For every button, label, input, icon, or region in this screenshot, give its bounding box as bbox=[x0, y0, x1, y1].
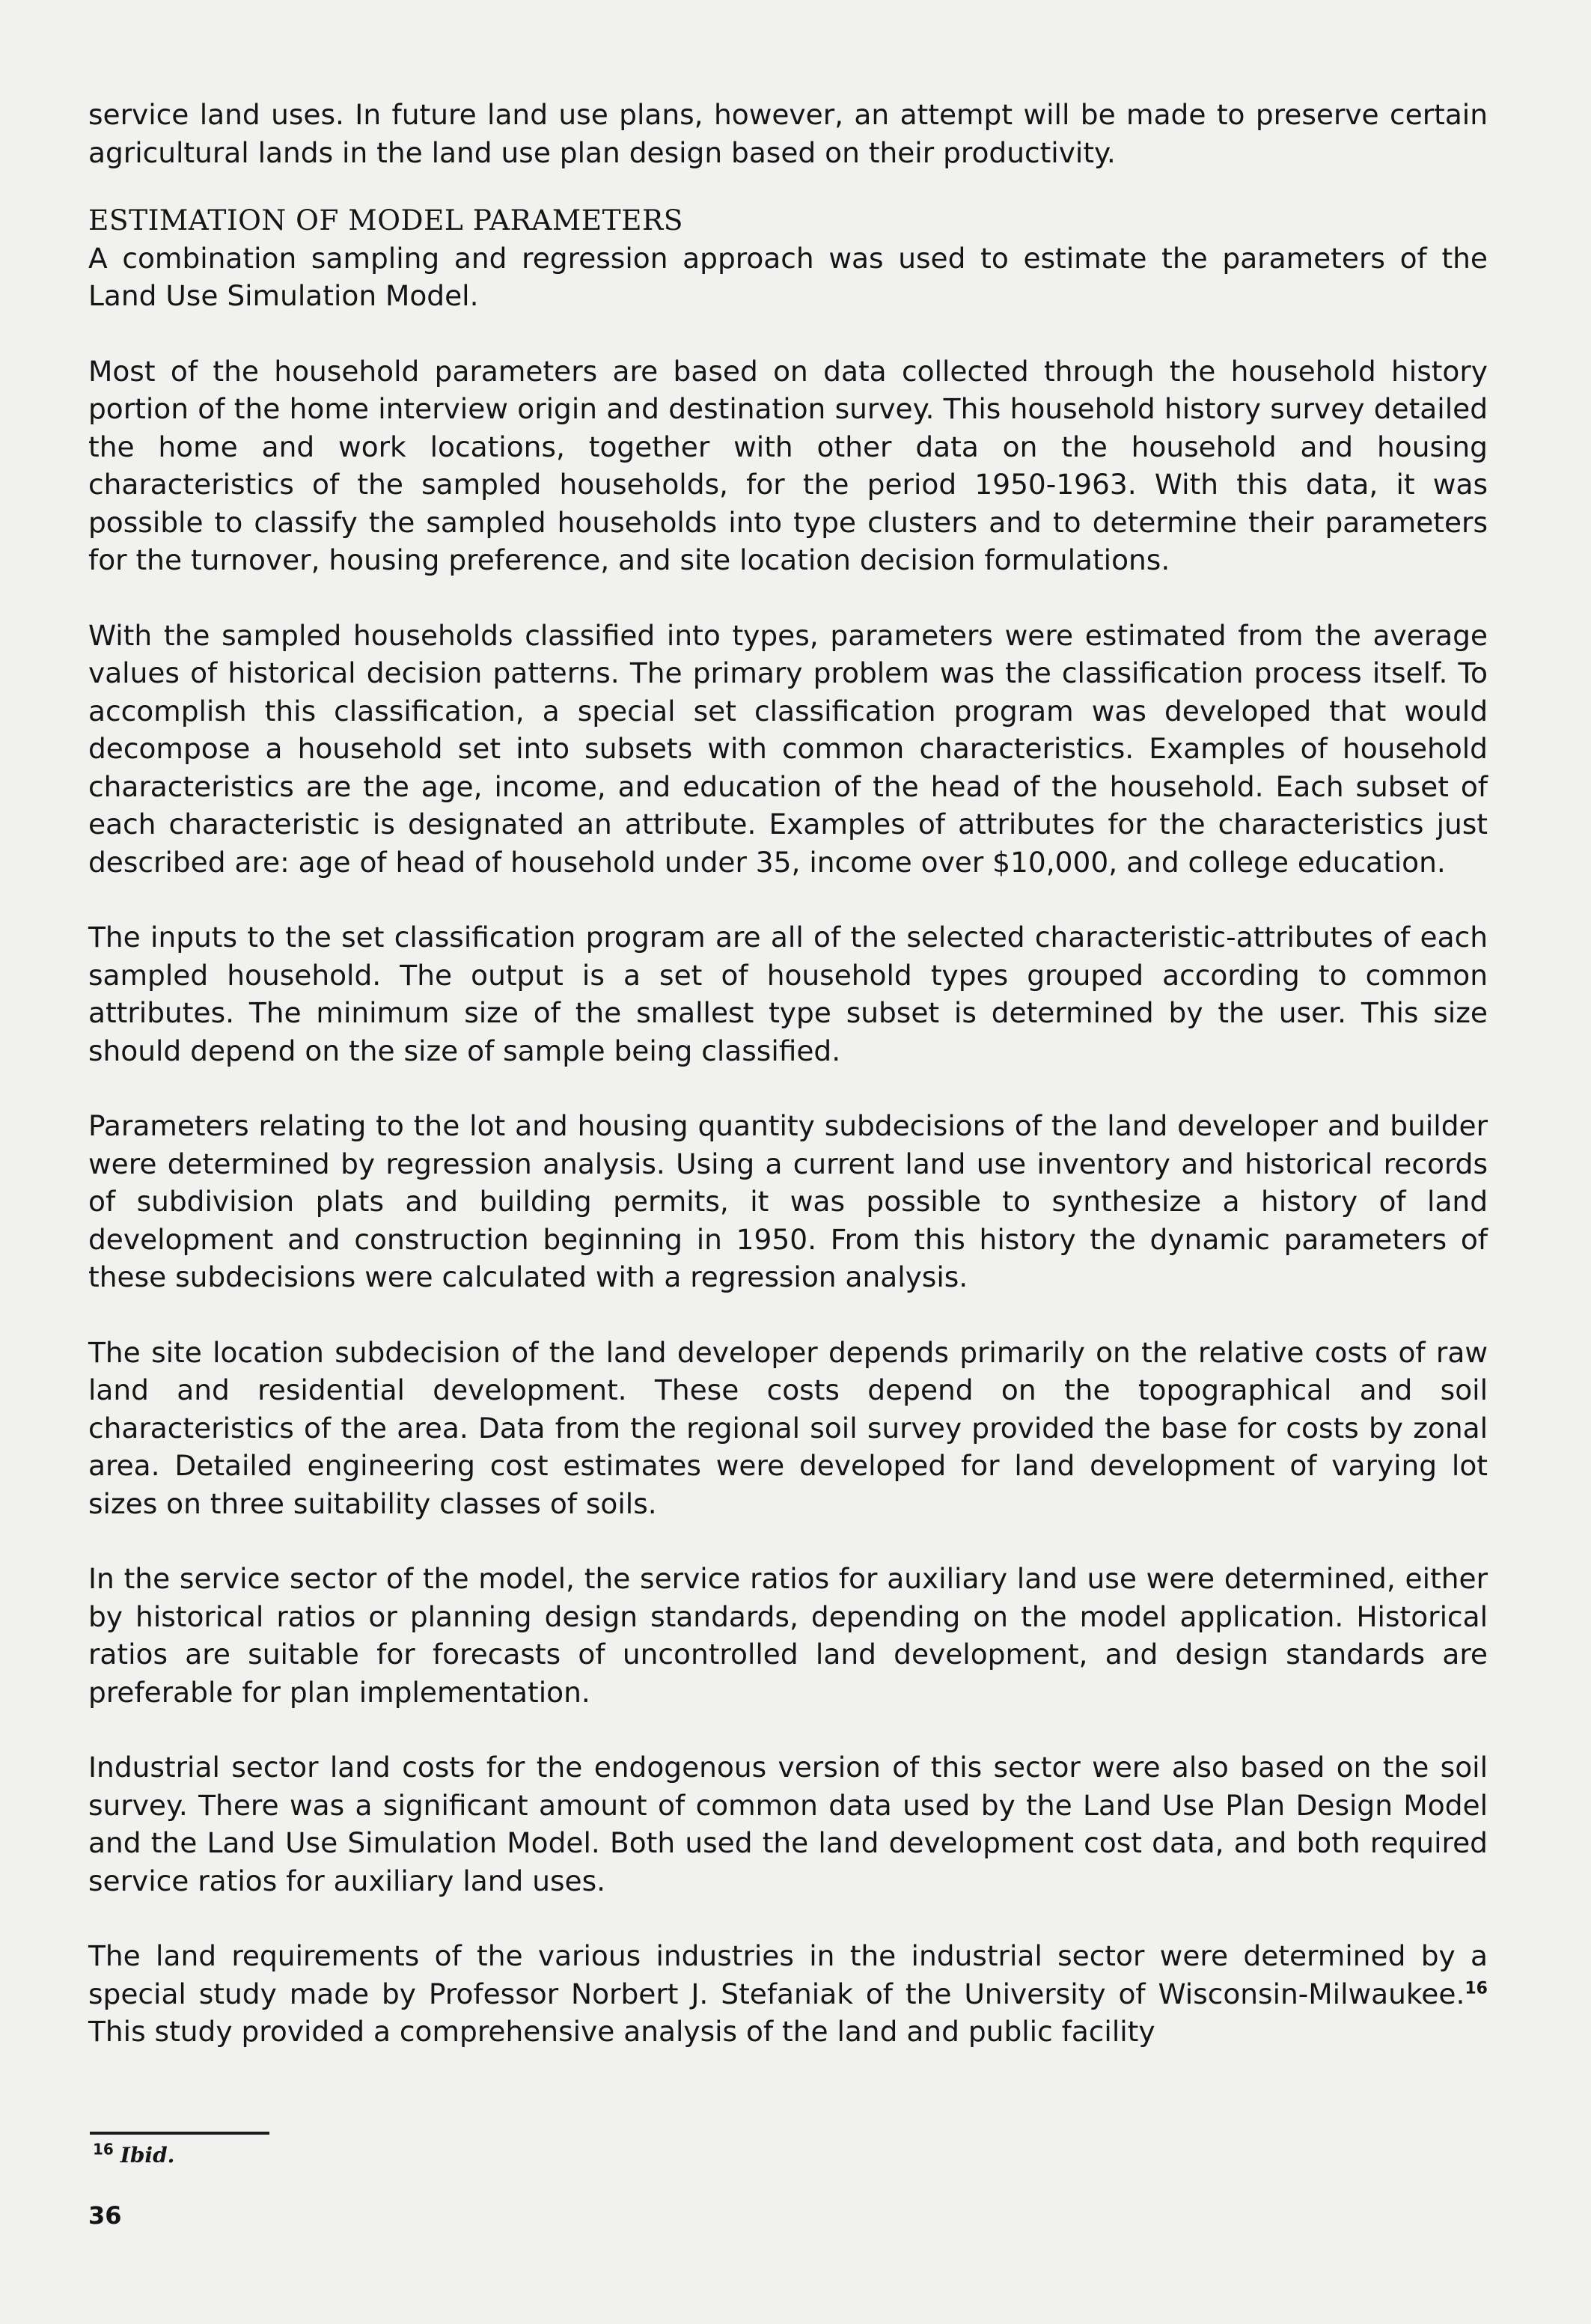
footnote-divider bbox=[90, 2132, 269, 2135]
page-body bbox=[88, 96, 1488, 2051]
section-heading: ESTIMATION OF MODEL PARAMETERS bbox=[88, 204, 683, 237]
land-requirements-text: The land requirements of the various industries in the industrial sector were determined by a special study made by Professor Norbert J. Stefaniak of the University of Wisconsin-Milwaukee. bbox=[88, 1939, 1488, 2010]
paragraph-classification: With the sampled households classified into types, parameters were estimated from the average values of historical decision patterns. The primary problem was the classification process itself. To accomplish this classification, a special set classification program was developed that would decompose a household set into subsets with common characteristics. Examples of household characteristics are the age, income, and education of the head of the household. Each subset of each characteristic is designated an attribute. Examples of attributes for the characteristics just described are: age of head of household under 35, income over $10,000, and college education. bbox=[88, 618, 1488, 879]
footnote-marker: 16 bbox=[93, 2140, 114, 2159]
paragraph-set-classification-program: The inputs to the set classification program are all of the selected characteristic-attributes of each sampled household. The output is a set of household types grouped according to common attributes. The minimum size of the smallest type subset is determined by the user. This size should depend on the size of sample being classified. bbox=[88, 921, 1488, 1067]
paragraph-land-requirements bbox=[88, 1937, 1488, 2051]
paragraph-industrial-sector: Industrial sector land costs for the endogenous version of this sector were also based on the soil survey. There was a significant amount of common data used by the Land Use Plan Design Model and the Land Use Simulation Model. Both used the land development cost data, and both required service ratios for auxiliary land uses. bbox=[88, 1751, 1488, 1897]
footnote-reference: 16 bbox=[1465, 1979, 1488, 1998]
page-number: 36 bbox=[88, 2201, 122, 2230]
footnote-text: Ibid. bbox=[120, 2143, 175, 2168]
paragraph-site-location: The site location subdecision of the land developer depends primarily on the relative costs of raw land and residential development. These costs depend on the topographical and soil characteristics of the area. Data from the regional soil survey provided the base for costs by zonal area. Detailed engineering cost estimates were developed for land development of varying lot sizes on three suitability classes of soils. bbox=[88, 1335, 1488, 1520]
paragraph-service-sector: In the service sector of the model, the service ratios for auxiliary land use were determined, either by historical ratios or planning design standards, depending on the model application. Historical ratios are suitable for forecasts of uncontrolled land development, and design standards are preferable for plan implementation. bbox=[88, 1562, 1488, 1709]
land-requirements-text-cont: This study provided a comprehensive analysis of the land and public facility bbox=[88, 2015, 1155, 2048]
paragraph-intro: service land uses. In future land use plans, however, an attempt will be made to preserve certain agricultural lands in the land use plan design based on their productivity. bbox=[88, 98, 1488, 169]
paragraph-household-parameters: Most of the household parameters are based on data collected through the household history portion of the home interview origin and destination survey. This household history survey detailed the home and work locations, together with other data on the household and housing characteristics of the sampled households, for the period 1950-1963. With this data, it was possible to classify the sampled households into type clusters and to determine their parameters for the turnover, housing preference, and site location decision formulations. bbox=[88, 354, 1488, 576]
paragraph-approach: A combination sampling and regression approach was used to estimate the parameters of the Land Use Simulation Model. bbox=[88, 241, 1488, 312]
paragraph-regression-analysis: Parameters relating to the lot and housing quantity subdecisions of the land developer and builder were determined by regression analysis. Using a current land use inventory and historical records of subdivision plats and building permits, it was possible to synthesize a history of land development and construction beginning in 1950. From this history the dynamic parameters of these subdecisions were calculated with a regression analysis. bbox=[88, 1109, 1488, 1293]
footnote bbox=[93, 2141, 174, 2171]
